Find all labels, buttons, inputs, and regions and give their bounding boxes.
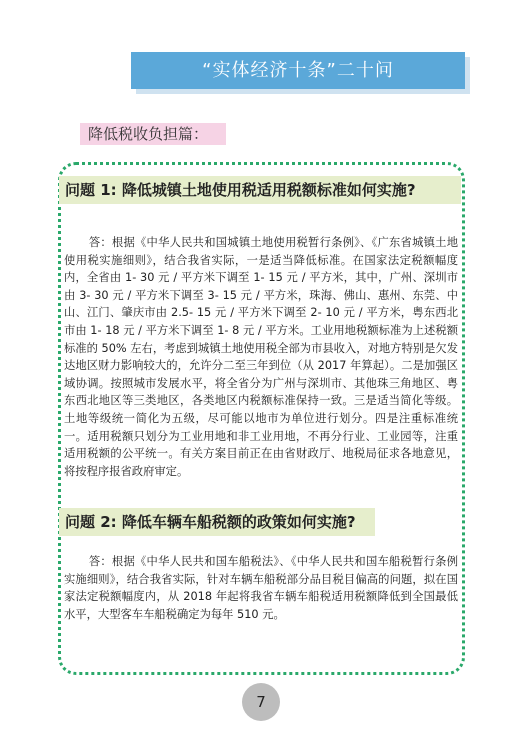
page-number: 7 xyxy=(242,683,280,721)
header-band xyxy=(131,52,465,89)
question-2-title: 问题 2: 降低车辆车船税额的政策如何实施? xyxy=(59,508,375,536)
header-title: “实体经济十条”二十问 xyxy=(202,60,394,81)
question-1-answer: 答：根据《中华人民共和国城镇土地使用税暂行条例》、《广东省城镇土地使用税实施细则》，结合我省实际，一是适当降低标准。在国家法定税额幅度内，全省由 1- 30 元 / 平方米下调至 1- 15 元 / 平方米，其中，广州、深圳市由 3- 30 元 / 平方米下调至 3- 15 元 / 平方米，珠海、佛山、惠州、东莞、中山、江门、肇庆市由 2.5- 15 元 / 平方米下调至 2- 10 元 / 平方米，粤东西北市由 1- 18 元 / 平方米下调至 1- 8 元 / 平方米。工业用地税额标准为上述税额标准的 50% 左右，考虑到城镇土地使用税全部为市县收入，对地方特别是欠发达地区财力影响较大的，允许分二至三年到位（从 2017 年算起）。二是加强区域协调。按照城市发展水平，将全省分为广州与深圳市、其他珠三角地区、粤东西北地区等三类地区，各类地区内税额标准保持一致。三是适当简化等级。土地等级统一简化为五级，尽可能以地市为单位进行划分。四是注重标准统一。适用税额只划分为工业用地和非工业用地，不再分行业、工业园等，注重适用税额的公平统一。有关方案目前正在由省财政厅、地税局征求各地意见，将按程序报省政府审定。 xyxy=(64,236,458,478)
question-1-title: 问题 1: 降低城镇土地使用税适用税额标准如何实施? xyxy=(59,176,461,204)
question-2-answer: 答：根据《中华人民共和国车船税法》、《中华人民共和国车船税暂行条例实施细则》，结合我省实际，针对车辆车船税部分品目税目偏高的问题，拟在国家法定税额幅度内，从 2018 年起将我省车辆车船税适用税额降低到全国最低水平，大型客车车船税确定为每年 510 元。 xyxy=(64,555,458,621)
section-label: 降低税收负担篇： xyxy=(80,123,226,145)
